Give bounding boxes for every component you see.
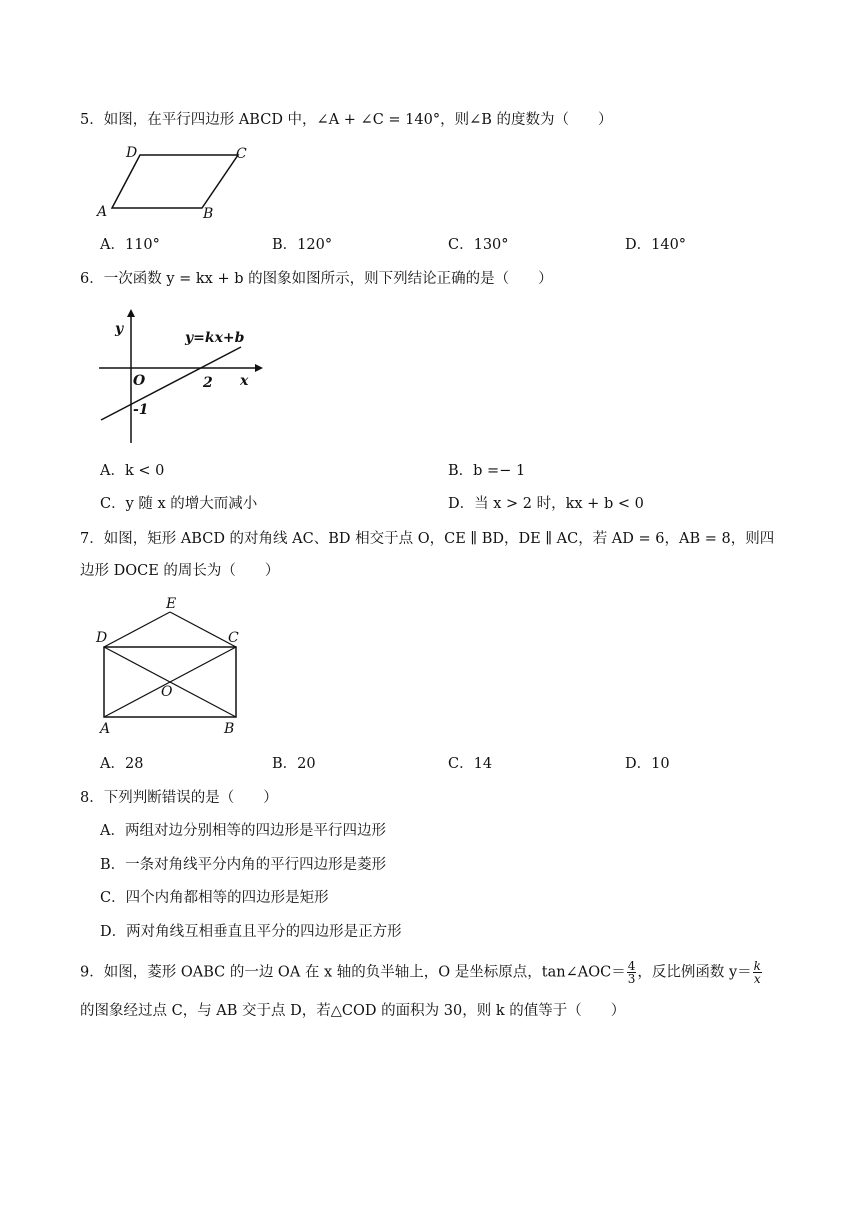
question-8-text: 8．下列判断错误的是（ ） xyxy=(80,790,278,806)
label-line-equation: y=kx+b xyxy=(185,330,245,346)
segment-de xyxy=(104,612,170,647)
q7-option-c: C．14 xyxy=(448,756,493,772)
fraction-2-denominator: x xyxy=(753,972,761,986)
label-a: A xyxy=(100,721,111,737)
label-c: C xyxy=(236,146,247,162)
question-9-text-line-1 xyxy=(80,960,763,985)
linear-function-graph xyxy=(95,305,265,445)
fraction-four-thirds xyxy=(627,960,637,985)
q7-option-a: A．28 xyxy=(100,756,144,772)
question-7-text-line-2: 边形 DOCE 的周长为（ ） xyxy=(80,563,280,579)
label-o: O xyxy=(161,684,173,700)
q8-option-a: A．两组对边分别相等的四边形是平行四边形 xyxy=(100,823,386,839)
label-x: x xyxy=(240,373,249,389)
label-b: B xyxy=(224,721,235,737)
q9-line1-part-b: ，反比例函数 y＝ xyxy=(637,964,752,981)
fraction-1-denominator: 3 xyxy=(627,972,636,986)
question-6-text: 6．一次函数 y = kx + b 的图象如图所示，则下列结论正确的是（ ） xyxy=(80,271,553,287)
q8-option-c: C．四个内角都相等的四边形是矩形 xyxy=(100,890,329,906)
q6-option-d: D．当 x > 2 时，kx + b < 0 xyxy=(448,496,644,512)
q7-option-b: B．20 xyxy=(272,756,316,772)
q5-option-b: B．120° xyxy=(272,237,333,253)
question-5-text: 5．如图，在平行四边形 ABCD 中，∠A + ∠C = 140°，则∠B 的度数为（ ） xyxy=(80,112,613,128)
q6-option-c: C．y 随 x 的增大而减小 xyxy=(100,496,258,512)
fraction-1-numerator: 4 xyxy=(627,959,636,973)
q8-option-d: D．两对角线互相垂直且平分的四边形是正方形 xyxy=(100,924,402,940)
label-e: E xyxy=(166,596,177,612)
q5-option-c: C．130° xyxy=(448,237,509,253)
x-axis-arrow-icon xyxy=(255,364,263,372)
label-b: B xyxy=(203,206,214,222)
label-neg-one: -1 xyxy=(133,402,149,418)
label-origin: O xyxy=(133,373,146,389)
q6-option-a: A．k < 0 xyxy=(100,463,165,479)
label-a: A xyxy=(97,204,108,220)
function-line xyxy=(101,347,241,420)
question-7-text-line-1: 7．如图，矩形 ABCD 的对角线 AC、BD 相交于点 O，CE ∥ BD，DE ∥ AC，若 AD = 6，AB = 8，则四 xyxy=(80,531,775,547)
label-d: D xyxy=(96,630,108,646)
label-d: D xyxy=(126,145,138,161)
segment-ec xyxy=(170,612,236,647)
y-axis-arrow-icon xyxy=(127,309,135,317)
label-c: C xyxy=(228,630,239,646)
question-9-text-line-2: 的图象经过点 C，与 AB 交于点 D，若△COD 的面积为 30，则 k 的值等于（ ） xyxy=(80,1003,626,1019)
label-y: y xyxy=(115,321,124,337)
q5-option-d: D．140° xyxy=(625,237,687,253)
fraction-k-over-x xyxy=(753,960,762,985)
parallelogram-shape xyxy=(112,155,238,208)
fraction-2-numerator: k xyxy=(753,959,761,973)
parallelogram-figure xyxy=(92,140,262,225)
rectangle-figure xyxy=(90,590,255,740)
q7-option-d: D．10 xyxy=(625,756,670,772)
q8-option-b: B．一条对角线平分内角的平行四边形是菱形 xyxy=(100,857,387,873)
q9-line1-part-a: 9．如图，菱形 OABC 的一边 OA 在 x 轴的负半轴上，O 是坐标原点，tan∠AOC＝ xyxy=(80,964,626,981)
label-two: 2 xyxy=(203,375,213,391)
q5-option-a: A．110° xyxy=(100,237,160,253)
q6-option-b: B．b =− 1 xyxy=(448,463,526,479)
